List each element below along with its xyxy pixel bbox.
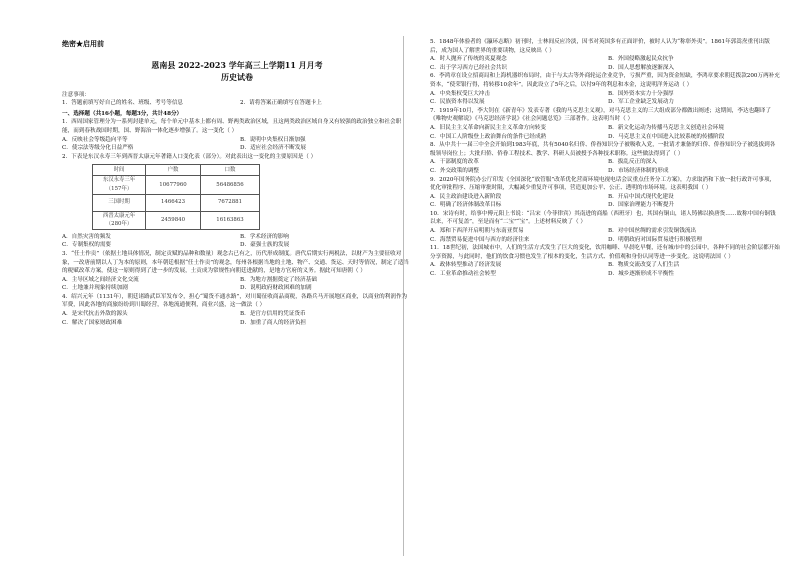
question-11 [430, 244, 780, 278]
q3-option-a: A．主导区域之间经济文化交流 [62, 276, 139, 283]
question-2 [62, 153, 412, 250]
q2-option-b: B．学术经济的影响 [240, 233, 289, 240]
question-11-text: 11．18世纪初，法国城市中，人们的生活方式发生了巨大的变化，饮用咖啡、早晨吃早餐，还有城市中的公园中，各种不同的社会阶层都开始分享资源，与此同时，他们的饮食习惯也发生了根本的变化，生活方式、价值观和身份认同等进一步变化。这说明法国（ ） [430, 245, 780, 260]
q9-option-b: B．开启中国式现代化建设 [608, 193, 674, 200]
population-table [92, 164, 260, 229]
q1-option-b: B．说明中央集权日渐加强 [240, 136, 306, 143]
left-column [62, 38, 412, 327]
q1-option-c: C．使宗法等级分化日益严格 [62, 145, 134, 152]
q11-option-c: C．工业革命推动社会转型 [430, 271, 496, 278]
question-8-text: 8．从中共十一届三中全会开始到1983年底，共有5040名归侨、侨眷知识分子被吸收入党，一批请才兼备的归侨、侨眷知识分子被选拔到各级领导岗位上；大批归侨、侨眷工程技术、教学、科研人员被授予各种技术职称。这些做法得到了（ ） [430, 142, 776, 157]
question-5-text: 5．1848年体验者的《瀛环志略》初刊时，士林间反应冷淡，因书对英国多有正面评价，被时人认为“称彰外夷”。1861年郭嵩焘重刊出版后，成为国人了解世界的重要读物，这反映出（ ） [430, 39, 770, 54]
question-5 [430, 38, 780, 72]
q8-option-b: B．拔乱反正的深入 [608, 159, 657, 166]
table-header-households: 户数 [146, 165, 201, 176]
notes-list [62, 99, 412, 108]
q9-option-a: A．民主政治建设进入新阶段 [430, 193, 502, 200]
table-cell: 2459840 [146, 211, 201, 229]
q7-option-c: C．中国工人阶级登上政治舞台的条件已经成熟 [430, 133, 547, 140]
q4-option-c: C．解决了国家财政困难 [62, 319, 123, 326]
table-header-time: 时间 [93, 165, 146, 176]
q6-option-a: A．中央集权受巨大冲击 [430, 90, 490, 97]
q4-option-d: D．加重了商人的经济负担 [240, 319, 307, 326]
q8-option-c: C．外交政策的调整 [430, 167, 480, 174]
question-3-text: 3．“任土作贡”（依据土地具体情况，制定贡赋的品种和数量）观念古已有之，历代形成制度。唐代后期实行两税法，以财产为主要征收对象，一改唐前期以人丁为本的原则，本年朝廷根据“任土作贡”的观念，每州各根据当地的土地、物产、交通、货运、天时等情况，制定了适当的税赋改革方案，使这一原则得到了进一步的发展，土贡成为常规性向朝廷进献的，是地方官府的义务。据此可知唐朝（ ） [62, 250, 409, 275]
q7-option-a: A．旧民主主义革命向新民主主义革命方向转变 [430, 124, 546, 131]
q4-option-b: B．是官方信用的凭证货币 [240, 311, 306, 318]
table-cell: 7672881 [201, 194, 260, 211]
q10-option-d: D．明朝政府对国际贸易进行积极管理 [608, 236, 702, 243]
q4-option-a: A．是宋代抗击外敌的源头 [62, 311, 128, 318]
table-row [93, 211, 260, 229]
q11-option-b: B．物质交流改变了人们生活 [608, 262, 680, 269]
question-7 [430, 107, 780, 141]
q9-option-d: D．国家治理能力不断提升 [608, 202, 675, 209]
question-4 [62, 293, 412, 327]
note-1: 1．答题前填写好自己的姓名、班级、考号等信息 [62, 100, 184, 107]
q2-option-d: D．豪强士族的发展 [240, 242, 290, 249]
q3-option-d: D．说明政府财政困难的加剧 [240, 285, 312, 292]
q6-option-c: C．民族资本得以发展 [430, 99, 485, 106]
q8-option-a: A．干部制度的改革 [430, 159, 479, 166]
question-9-text: 9．2020年国务院办公厅印发《全国深化“放管服”改革优化营商环境电视电话会议重点任务分工方案》，力求取消和下放一批行政许可事项，优化审批程序、压缩审批时限，大幅减少重复许可事项，营造更加公平、公正、透明的市场环境。这表明我国（ ） [430, 176, 776, 192]
q3-option-c: C．土地兼并现象持续加剧 [62, 285, 128, 292]
q11-option-a: A．政体转型推动了经济发展 [430, 262, 502, 269]
table-row [93, 194, 260, 211]
q8-option-d: D．市场经济体制的形成 [608, 167, 669, 174]
question-2-text: 2．下表是东汉永寿三年到西晋太康元年著籍人口变化表（部分）。对此表出这一变化的主要原因是（ ） [62, 153, 317, 160]
exam-title: 恩南县 2022-2023 学年高三上学期11 月月考 [151, 59, 323, 70]
question-4-text: 4．绍兴元年（1131年），朝廷诸路武臣军发布令，担心“蜀货不通水路”，对川蜀征收商品商税，各路兵马开展地区商业，以商业的利润作为军费，因此各地的商旅纷纷到川蜀经营，各地流通便利，商业兴盛，这一做法（ ） [62, 293, 408, 309]
table-cell: 东汉永寿三年（157年） [93, 176, 146, 194]
table-cell: 10677960 [146, 176, 201, 194]
q5-option-c: C．出于学习西方已经社会共识 [430, 64, 507, 71]
table-header-population: 口数 [201, 165, 260, 176]
table-row [93, 176, 260, 194]
table-cell: 56486856 [201, 176, 260, 194]
q6-option-d: D．军工企业缺乏发展动力 [608, 99, 675, 106]
table-cell: 三国时期 [93, 194, 146, 211]
question-6-text: 6．李鸿章在设立招商局和上海机器织布局时，由于与太古等外商轮运企业竞争，亏损严重，因为资金短缺，李鸿章要求朝廷拨款200万两补充资本，“使荣银行得，将转移10余年”。因此设立了5年之后，以付9年的利息和本金，这说明洋务运动（ ） [430, 73, 780, 88]
question-9 [430, 176, 780, 210]
q1-option-d: D．适应社会经济不断发展 [240, 145, 307, 152]
q2-option-a: A．自然灾害的频发 [62, 233, 111, 240]
question-1-text: 1．西周国家管理分为一系列封建单元，每个单元中基本上都有周、野两类政治区域，且这两类政治区域自身又有较强的政治独立和社会职能，而到春秋战国时期，国、野海治一体化逐步增强了。这一变化（ ） [62, 119, 402, 134]
q5-option-b: B．外国侵略激起民众抗争 [608, 56, 674, 63]
note-2: 2．请将答案正确填写在答题卡上 [240, 100, 322, 107]
q2-option-c: C．专制集权的需要 [62, 242, 112, 249]
q3-option-b: B．为地方割据奠定了经济基础 [240, 276, 317, 283]
table-cell: 1466423 [146, 194, 201, 211]
section-heading: 一、选择题（共16小题，每题3分，共计48分） [62, 110, 183, 117]
q10-option-b: B．对中国丝绸的需求引发铜钱流出 [608, 228, 697, 235]
q11-option-d: D．城乡逐渐形成不平衡性 [608, 271, 675, 278]
right-column [430, 38, 780, 279]
secret-label: 绝密★启用前 [62, 39, 104, 48]
q7-option-d: D．马克思主义在中国进入比较系统的传播阶段 [608, 133, 725, 140]
q6-option-b: B．国外资本实力十分强厚 [608, 90, 674, 97]
q7-option-b: B．新文化运动为传播马克思主义创造社会环境 [608, 124, 724, 131]
table-cell: 西晋太康元年（280年） [93, 211, 146, 229]
exam-subtitle: 历史试卷 [221, 71, 253, 82]
question-1 [62, 118, 412, 152]
q5-option-d: D．国人思想解放逐渐深入 [608, 64, 675, 71]
table-cell: 16163863 [201, 211, 260, 229]
q10-option-a: A．郑和下西洋开启明朝与东南亚贸易 [430, 228, 524, 235]
question-6 [430, 72, 780, 106]
q9-option-c: C．明确了经济体制改革目标 [430, 202, 502, 209]
question-7-text: 7．1919年10月，李大钊在《新青年》发表专著《我的马克思主义观》，对马克思主义的三大组成部分都做出阐述；这期间，李达也翻译了《唯物史观解说》《马克思经济学说》《社会问题总览》三部著作。这表明当时（ ） [430, 107, 771, 123]
question-3 [62, 250, 412, 293]
question-10 [430, 210, 780, 244]
q1-option-a: A．反映社会等级趋向平等 [62, 136, 128, 143]
question-8 [430, 141, 780, 175]
q5-option-a: A．时人抛弃了传统的夷夏观念 [430, 56, 507, 63]
notes-title: 注意事项： [62, 91, 90, 98]
q10-option-c: C．海禁贸易促进中国与西方的经济往来 [430, 236, 530, 243]
question-10-text: 10．宋诗有时，给事中傅元阳上书说：“吕宋（今菲律宾）其南进的商船（西班牙）也，其国有铜山，诸人铸佛以换唐货……故称中国有铜钱以来，不可复盖”，至是而有“二宝”“宝”。上述材料反映了（ ） [430, 210, 776, 226]
